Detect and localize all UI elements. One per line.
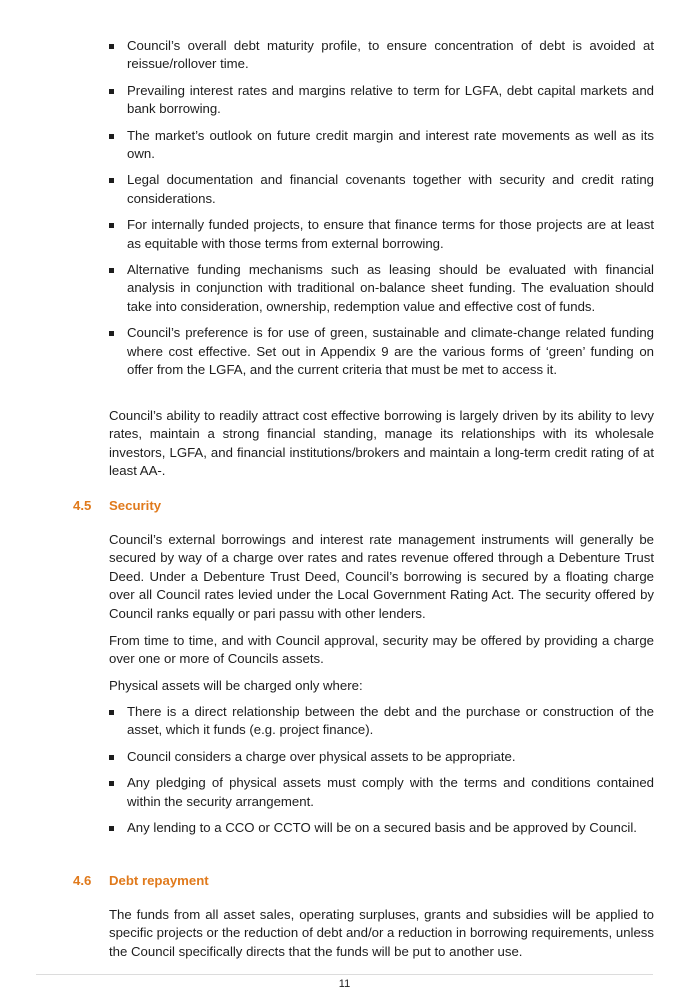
security-approval-paragraph: From time to time, and with Council approval, security may be offered by providing a charge over one or more of Councils assets. (109, 633, 654, 667)
square-bullet-icon (109, 134, 114, 139)
physical-assets-intro: Physical assets will be charged only where: (109, 678, 363, 693)
square-bullet-icon (109, 44, 114, 49)
list-item: Legal documentation and financial covenants together with security and credit rating considerations. (109, 171, 654, 208)
borrowing-ability-paragraph: Council’s ability to readily attract cost effective borrowing is largely driven by its ability to levy rates, maintain a strong financial standing, manage its relationships with its wholesale investors, LGFA, and financial institutions/brokers and maintain a long-term credit rating of at least AA-. (109, 408, 654, 479)
list-item: Prevailing interest rates and margins relative to term for LGFA, debt capital markets and bank borrowing. (109, 82, 654, 119)
section-title: Security (109, 498, 162, 513)
square-bullet-icon (109, 331, 114, 336)
list-item: Any pledging of physical assets must comply with the terms and conditions contained within the security arrangement. (109, 774, 654, 811)
section-number: 4.5 (73, 498, 92, 513)
list-item: Alternative funding mechanisms such as leasing should be evaluated with financial analysis in conjunction with traditional on-balance sheet funding. The evaluation should take into consideration, ownership, redemption value and effective cost of funds. (109, 261, 654, 316)
page-number: 11 (338, 978, 351, 990)
square-bullet-icon (109, 826, 114, 831)
section-title: Debt repayment (109, 873, 209, 888)
list-item: Council’s preference is for use of green, sustainable and climate-change related funding where cost effective. Set out in Appendix 9 are the various forms of ‘green’ funding on offer from the LGFA, and the current criteria that must be met to access it. (109, 324, 654, 379)
square-bullet-icon (109, 268, 114, 273)
list-item: Council’s overall debt maturity profile, to ensure concentration of debt is avoided at reissue/rollover time. (109, 37, 654, 74)
square-bullet-icon (109, 223, 114, 228)
square-bullet-icon (109, 710, 114, 715)
physical-assets-conditions-list (109, 703, 654, 837)
footer-divider (36, 974, 653, 975)
list-item: Council considers a charge over physical assets to be appropriate. (109, 748, 654, 766)
list-item: Any lending to a CCO or CCTO will be on a secured basis and be approved by Council. (109, 819, 654, 837)
list-item: For internally funded projects, to ensure that finance terms for those projects are at least as equitable with those terms from external borrowing. (109, 216, 654, 253)
section-heading-security (73, 497, 653, 515)
security-paragraph: Council’s external borrowings and interest rate management instruments will generally be secured by way of a charge over rates and rates revenue offered through a Debenture Trust Deed. Under a Debenture Trust Deed, Council’s borrowing is secured by a floating charge over all Council rates levied under the Local Government Rating Act. The security offered by Council ranks equally or pari passu with other lenders. (109, 532, 654, 621)
debt-repayment-paragraph: The funds from all asset sales, operating surpluses, grants and subsidies will be applied to specific projects or the reduction of debt and/or a reduction in borrowing requirements, unless the Council specifically directs that the funds will be put to another use. (109, 907, 654, 959)
section-heading-debt-repayment (73, 872, 653, 890)
section-number: 4.6 (73, 873, 92, 888)
funding-considerations-list (109, 37, 654, 380)
square-bullet-icon (109, 178, 114, 183)
square-bullet-icon (109, 89, 114, 94)
square-bullet-icon (109, 755, 114, 760)
list-item: The market’s outlook on future credit margin and interest rate movements as well as its own. (109, 127, 654, 164)
square-bullet-icon (109, 781, 114, 786)
list-item: There is a direct relationship between the debt and the purchase or construction of the asset, which it funds (e.g. project finance). (109, 703, 654, 740)
